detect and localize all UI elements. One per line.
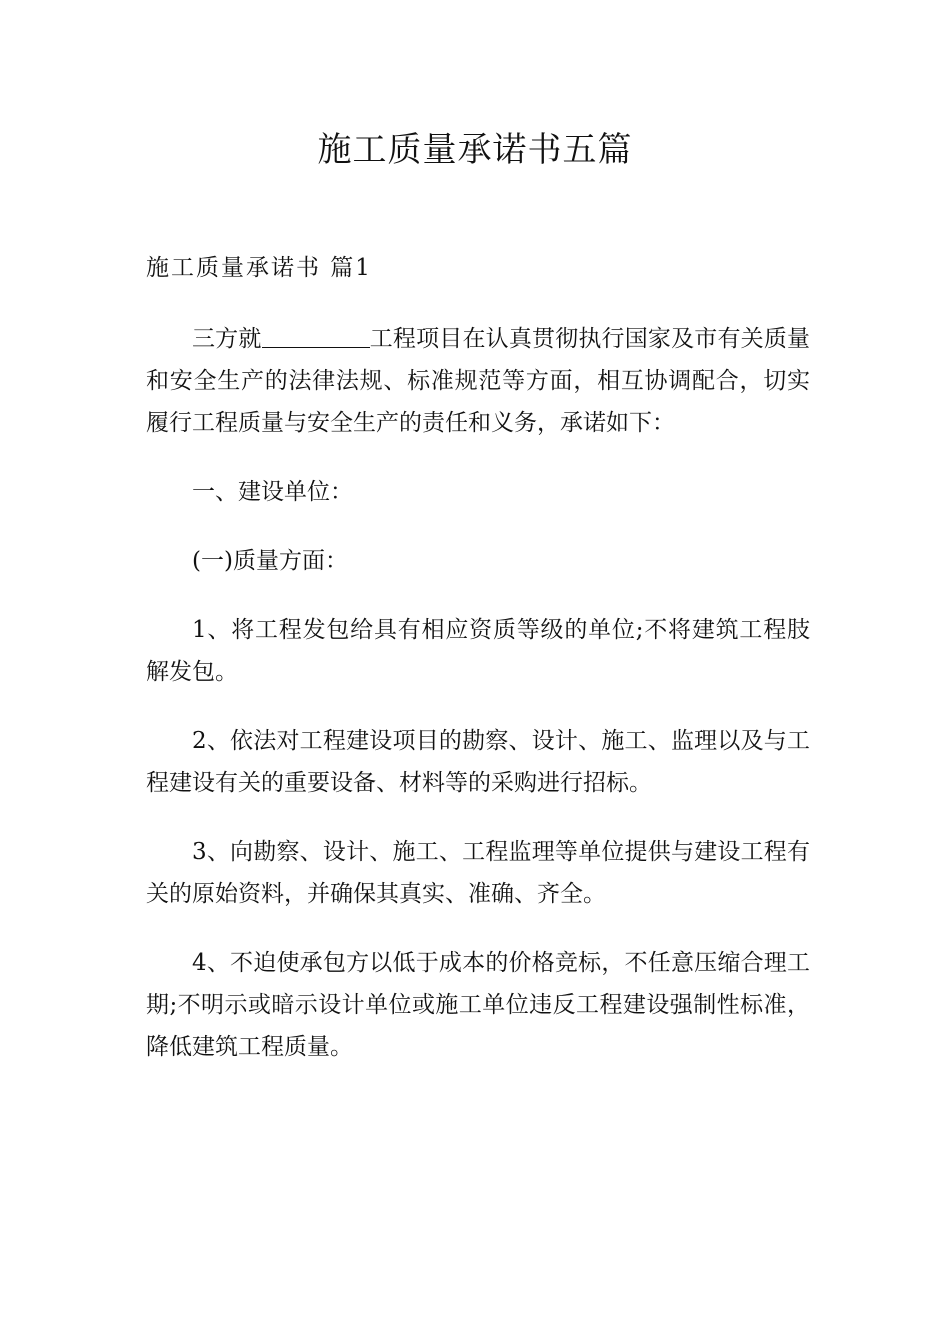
paragraph-heading-construction-unit: 一、建设单位： — [192, 479, 353, 505]
intro-prefix: 三方就 — [192, 326, 262, 352]
document-body — [146, 318, 810, 1095]
paragraph-item-3: 3、向勘察、设计、施工、工程监理等单位提供与建设工程有关的原始资料，并确保其真实、准确、齐全。 — [146, 839, 810, 907]
paragraph-item-2: 2、依法对工程建设项目的勘察、设计、施工、监理以及与工程建设有关的重要设备、材料等的采购进行招标。 — [146, 728, 810, 796]
intro-paragraph — [146, 318, 810, 444]
section-heading: 施工质量承诺书 篇1 — [146, 255, 372, 281]
paragraph-item-1: 1、将工程发包给具有相应资质等级的单位;不将建筑工程肢解发包。 — [146, 617, 810, 685]
document-title: 施工质量承诺书五篇 — [317, 130, 633, 170]
intro-suffix: 工程项目在认真贯彻执行国家及市有关质量和安全生产的法律法规、标准规范等方面，相互协调配合，切实履行工程质量与安全生产的责任和义务，承诺如下： — [146, 326, 811, 436]
project-name-blank — [262, 323, 370, 348]
paragraph-heading-quality: (一)质量方面： — [192, 548, 348, 574]
paragraph-item-4: 4、不迫使承包方以低于成本的价格竞标，不任意压缩合理工期;不明示或暗示设计单位或施工单位违反工程建设强制性标准，降低建筑工程质量。 — [146, 950, 810, 1060]
